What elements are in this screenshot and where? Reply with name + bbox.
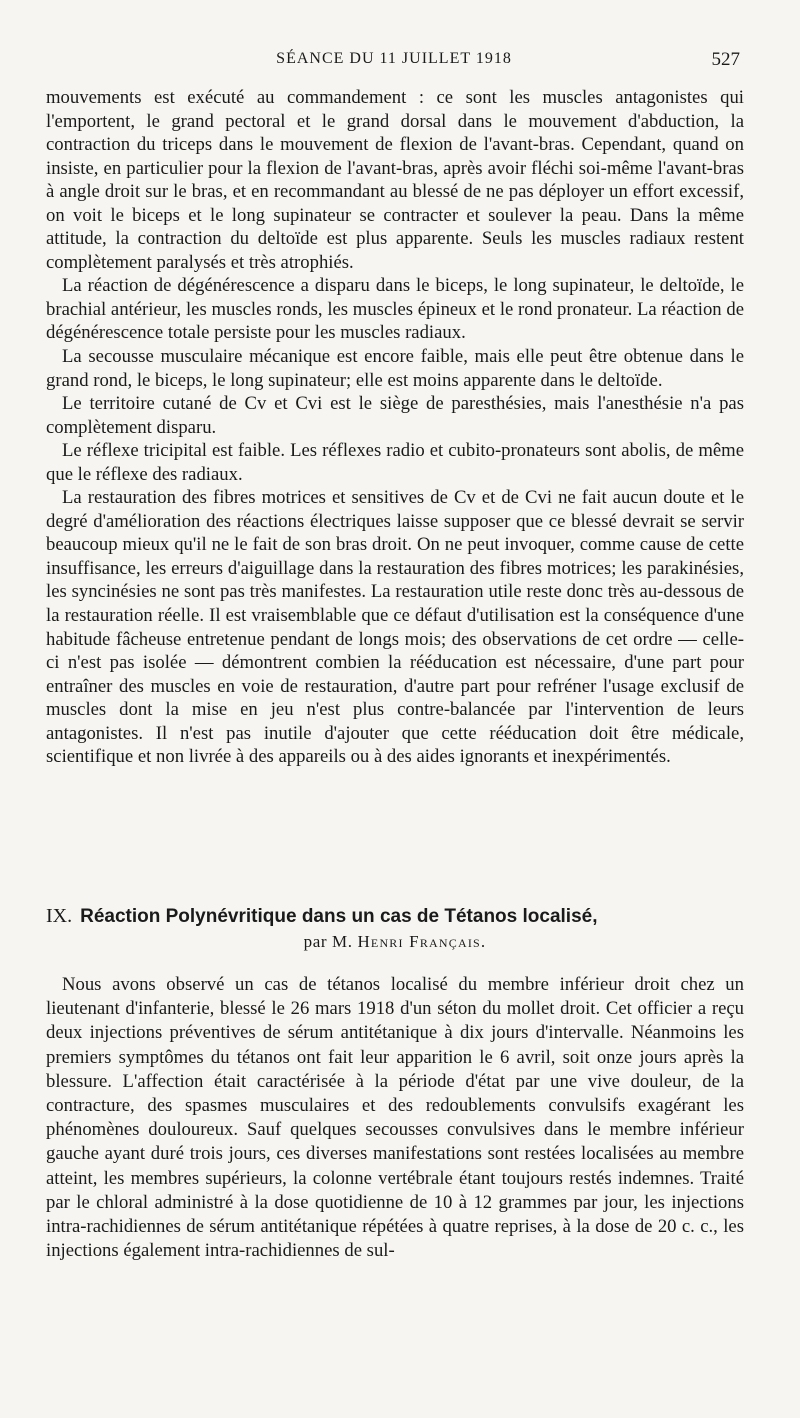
paragraph: La réaction de dégénérescence a disparu dans le biceps, le long supinateur, le deltoïde, le brachial antérieur, les muscles ronds, les muscles épineux et le rond pronateur. La réaction de dégénérescence totale persiste pour les muscles radiaux.: [46, 275, 744, 344]
body-text: [46, 86, 744, 769]
section-ix: [46, 904, 744, 1263]
byline-author: Henri Français.: [357, 932, 487, 951]
paragraph: La secousse musculaire mécanique est encore faible, mais elle peut être obtenue dans le grand rond, le biceps, le long supinateur; elle est moins apparente dans le deltoïde.: [46, 346, 744, 391]
paragraph: mouvements est exécuté au commandement : ce sont les muscles antagonistes qui l'emportent, le grand pectoral et le grand dorsal dans le mouvement d'abduction, la contraction du triceps dans le mouvement de flexion de l'avant-bras. Cependant, quand on insiste, en particulier pour la flexion de l'avant-bras, après avoir fléchi soi-même l'avant-bras à angle droit sur le bras, et en recommandant au blessé de ne pas déployer un effort excessif, on voit le biceps et le long supinateur se contracter et soulever la peau. Dans la même attitude, la contraction du deltoïde est plus apparente. Seuls les muscles radiaux restent complètement paralysés et très atrophiés.: [46, 87, 744, 273]
byline: [46, 931, 744, 953]
running-title: SÉANCE DU 11 JUILLET 1918: [276, 50, 512, 67]
paragraph: Le réflexe tricipital est faible. Les réflexes radio et cubito-pronateurs sont abolis, de même que le réflexe des radiaux.: [46, 440, 744, 485]
paragraph: Le territoire cutané de Cv et Cvi est le siège de paresthésies, mais l'anesthésie n'a pas complètement disparu.: [46, 393, 744, 438]
section-text: [46, 973, 744, 1263]
page-header: [46, 50, 742, 76]
paragraph: La restauration des fibres motrices et sensitives de Cv et de Cvi ne fait aucun doute et le degré d'amélioration des réactions électriques laisse supposer que ce blessé devrait se servir beaucoup mieux qu'il ne le fait de son bras droit. On ne peut invoquer, comme cause de cette insuffisance, les erreurs d'aiguillage dans la restauration des fibres motrices; les parakinésies, les syncinésies ne sont pas très manifestes. La restauration utile reste donc très au-dessous de la restauration réelle. Il est vraisemblable que ce défaut d'utilisation est la conséquence d'une habitude fâcheuse entretenue pendant de longs mois; des observations de cet ordre — celle-ci n'est pas isolée — démontrent combien la rééducation est nécessaire, d'une part pour entraîner des muscles en voie de restauration, d'autre part pour refréner l'usage exclusif de muscles dont la mise en jeu n'est plus contre-balancée par l'intervention de leurs antagonistes. Il n'est pas inutile d'ajouter que cette rééducation doit être médicale, scientifique et non livrée à des appareils ou à des aides ignorants et inexpérimentés.: [46, 487, 744, 768]
section-title: Réaction Polynévritique dans un cas de Tétanos localisé,: [80, 906, 598, 927]
paragraph: Nous avons observé un cas de tétanos localisé du membre inférieur droit chez un lieutenant d'infanterie, blessé le 26 mars 1918 d'un séton du mollet droit. Cet officier a reçu deux injections préventives de sérum antitétanique à dix jours d'intervalle. Néanmoins les premiers symptômes du tétanos ont fait leur apparition le 6 avril, soit onze jours après la blessure. L'affection était caractérisée à la période d'état par une vive douleur, de la contracture, des spasmes musculaires et des redoublements convulsifs exagérant les phénomènes douloureux. Sauf quelques secousses convulsives dans le membre inférieur gauche ayant duré trois jours, ces diverses manifestations sont restées localisées au membre atteint, les membres supérieurs, la colonne vertébrale étant toujours restés indemnes. Traité par le chloral administré à la dose quotidienne de 10 à 12 grammes par jour, les injections intra-rachidiennes de sérum antitétanique répétées à quatre reprises, à la dose de 20 c. c., les injections également intra-rachidiennes de sul-: [46, 974, 744, 1262]
section-number: IX.: [46, 905, 73, 927]
section-heading: [46, 904, 744, 929]
page-number: 527: [711, 49, 740, 70]
byline-prefix: par M.: [303, 932, 353, 951]
